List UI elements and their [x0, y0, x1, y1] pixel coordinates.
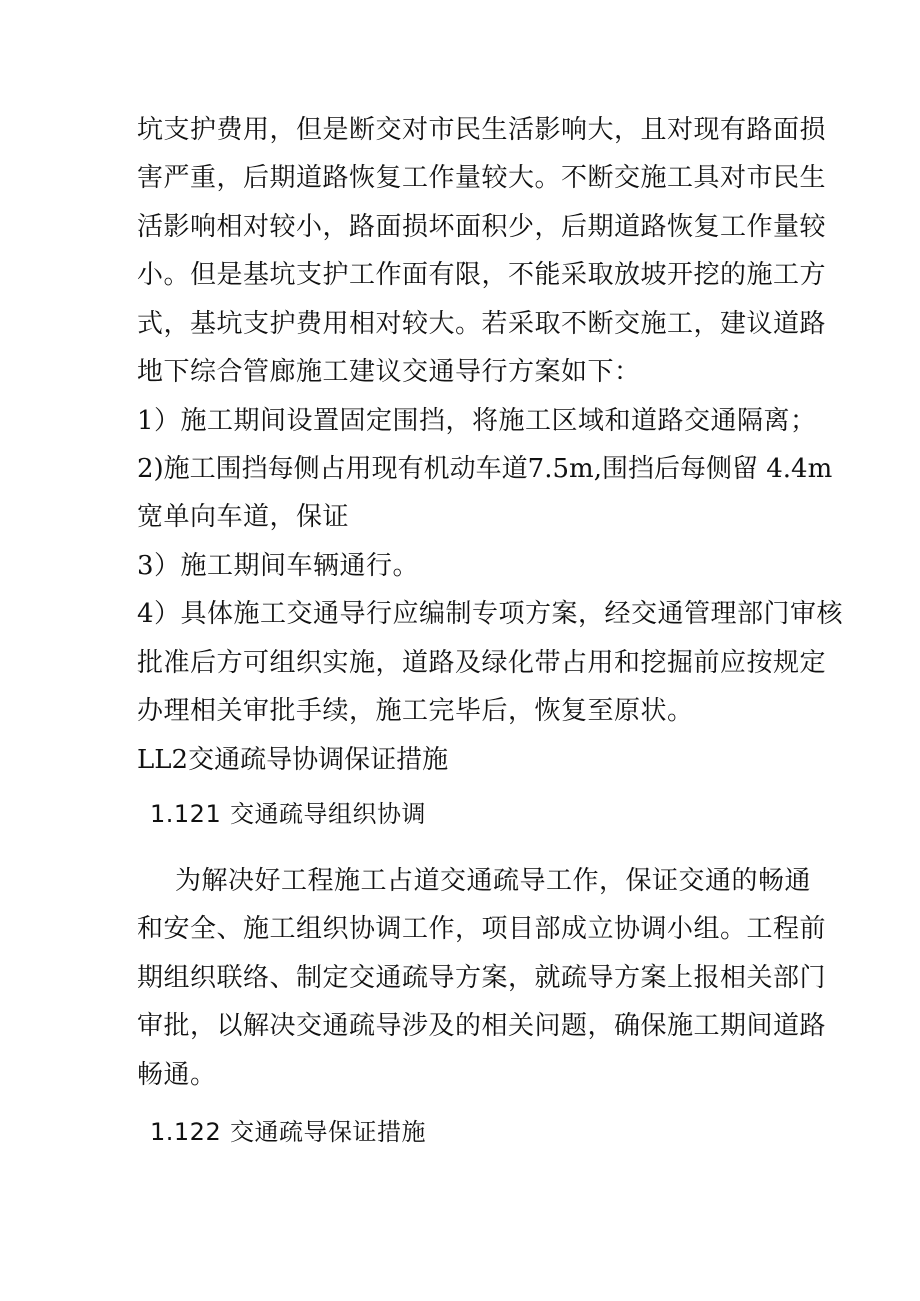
- paragraph-line: 害严重，后期道路恢复工作量较大。不断交施工具对市民生: [137, 163, 827, 193]
- list-item-continuation: 批准后方可组织实施，道路及绿化带占用和挖掘前应按规定: [137, 648, 827, 678]
- subsection-title: 交通疏导保证措施: [230, 1118, 426, 1146]
- paragraph-line: 地下综合管廊施工建议交通导行方案如下：: [137, 357, 641, 387]
- list-item: 4）具体施工交通导行应编制专项方案，经交通管理部门审核: [137, 599, 844, 629]
- subsection-title: 交通疏导组织协调: [230, 800, 426, 828]
- paragraph-line: 坑支护费用，但是断交对市民生活影响大，且对现有路面损: [137, 115, 827, 145]
- list-item-continuation: 宽单向车道，保证: [137, 502, 350, 532]
- subsection-number: 1.122: [150, 1118, 222, 1146]
- paragraph-line: 式，基坑支护费用相对较大。若采取不断交施工，建议道路: [137, 309, 827, 339]
- paragraph-line: 和安全、施工组织协调工作，项目部成立协调小组。工程前: [137, 914, 827, 944]
- paragraph-line: 活影响相对较小，路面损坏面积少，后期道路恢复工作量较: [137, 212, 827, 242]
- paragraph-line: 为解决好工程施工占道交通疏导工作，保证交通的畅通: [175, 866, 812, 896]
- subsection-number: 1.121: [150, 800, 222, 828]
- list-item-continuation: 办理相关审批手续，施工完毕后，恢复至原状。: [137, 696, 694, 726]
- list-item: 2)施工围挡每侧占用现有机动车道7.5m,围挡后每侧留 4.4m: [137, 454, 833, 484]
- list-item: 3）施工期间车辆通行。: [137, 551, 420, 581]
- paragraph-line: 畅通。: [137, 1060, 217, 1090]
- subsection-heading: [150, 797, 426, 831]
- paragraph-line: 期组织联络、制定交通疏导方案，就疏导方案上报相关部门: [137, 963, 827, 993]
- paragraph-line: 小。但是基坑支护工作面有限，不能采取放坡开挖的施工方: [137, 260, 827, 290]
- subsection-heading: [150, 1115, 426, 1149]
- list-item: 1）施工期间设置固定围挡，将施工区域和道路交通隔离；: [137, 406, 817, 436]
- section-title: LL2交通疏导协调保证措施: [137, 745, 449, 775]
- paragraph-line: 审批，以解决交通疏导涉及的相关问题，确保施工期间道路: [137, 1011, 827, 1041]
